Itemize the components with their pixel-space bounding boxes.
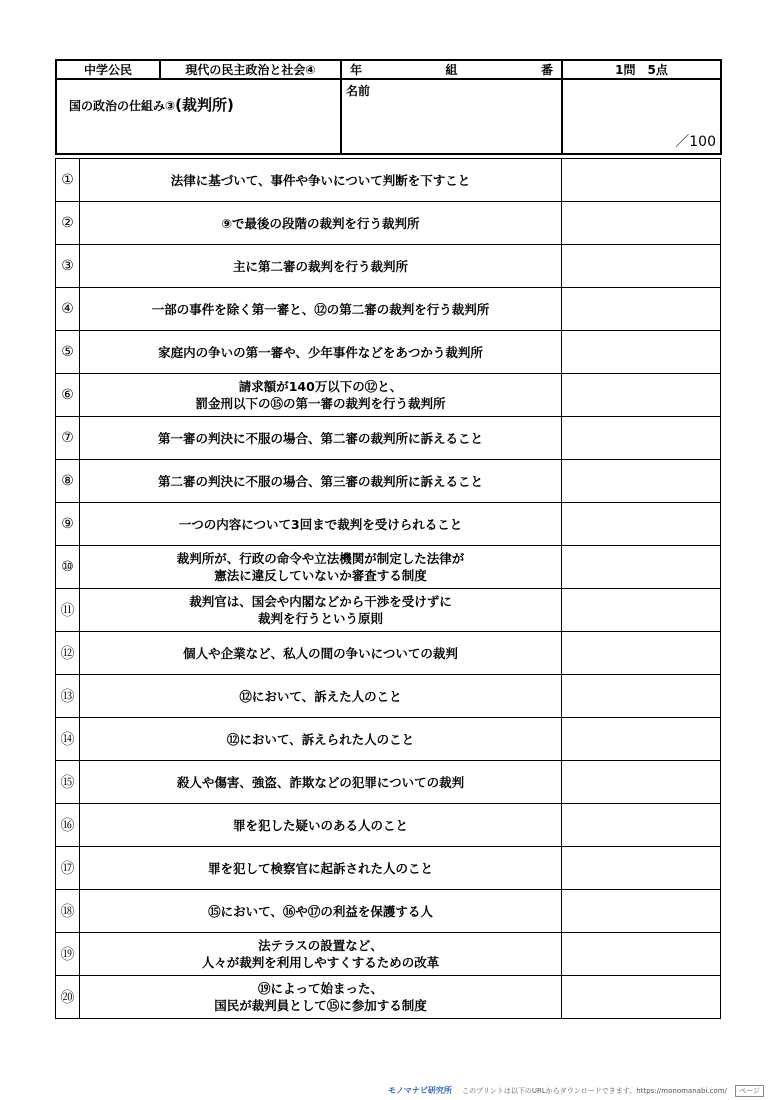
question-text (80, 890, 562, 933)
question-line: 法律に基づいて、事件や争いについて判断を下すこと (170, 172, 471, 188)
question-text (80, 245, 562, 288)
answer-field[interactable] (562, 761, 721, 804)
question-text (80, 675, 562, 718)
question-line: 裁判を行うという原則 (257, 611, 383, 626)
question-number: ⑮ (56, 761, 80, 804)
question-line: ⑲によって始まった、 (257, 981, 383, 996)
footer-note: このプリントは以下のURLからダウンロードできます。https://monomanabi.com/ (462, 1087, 727, 1095)
question-row (56, 589, 721, 632)
question-line: 主に第二審の裁判を行う裁判所 (232, 258, 408, 274)
answer-field[interactable] (562, 202, 721, 245)
title-sub: (裁判所) (175, 96, 234, 114)
question-text (80, 632, 562, 675)
question-number: ⑨ (56, 503, 80, 546)
answer-field[interactable] (562, 933, 721, 976)
question-line: 殺人や傷害、強盗、詐欺などの犯罪についての裁判 (176, 774, 465, 790)
question-line: 第二審の判決に不服の場合、第三審の裁判所に訴えること (157, 473, 483, 489)
score-label: ／100 (675, 134, 716, 150)
subject-label: 中学公民 (56, 60, 160, 79)
answer-field[interactable] (562, 632, 721, 675)
question-row (56, 331, 721, 374)
question-text (80, 202, 562, 245)
question-text (80, 460, 562, 503)
answer-field[interactable] (562, 847, 721, 890)
question-text (80, 976, 562, 1019)
question-number: ⑰ (56, 847, 80, 890)
question-row (56, 417, 721, 460)
question-line: 人々が裁判を利用しやすくするための改革 (201, 955, 440, 970)
class-number-label (341, 60, 562, 79)
class-label: 組 (445, 63, 458, 77)
question-line: 罪を犯した疑いのある人のこと (232, 817, 408, 833)
question-number: ① (56, 159, 80, 202)
question-text (80, 804, 562, 847)
question-number: ③ (56, 245, 80, 288)
question-row (56, 890, 721, 933)
question-number: ⑭ (56, 718, 80, 761)
title-main: 国の政治の仕組み③ (69, 99, 176, 113)
question-row (56, 159, 721, 202)
question-number: ⑯ (56, 804, 80, 847)
answer-field[interactable] (562, 804, 721, 847)
year-label: 年 (350, 63, 363, 77)
question-number: ⑩ (56, 546, 80, 589)
question-line: 請求額が140万以下の⑫と、 (238, 379, 403, 394)
question-line: 憲法に違反していないか審査する制度 (214, 568, 427, 583)
answer-field[interactable] (562, 503, 721, 546)
answer-field[interactable] (562, 589, 721, 632)
answer-field[interactable] (562, 890, 721, 933)
question-text (80, 546, 562, 589)
question-line: 国民が裁判員として⑮に参加する制度 (214, 998, 427, 1013)
footer (388, 1085, 764, 1097)
question-table (55, 158, 721, 1019)
question-row (56, 503, 721, 546)
question-line: 法テラスの設置など、 (258, 938, 383, 953)
question-row (56, 288, 721, 331)
question-line: 一部の事件を除く第一審と、⑫の第二審の裁判を行う裁判所 (151, 301, 490, 317)
question-line: ⑫において、訴えられた人のこと (226, 731, 415, 747)
question-row (56, 374, 721, 417)
question-line: 第一審の判決に不服の場合、第二審の裁判所に訴えること (157, 430, 483, 446)
points-label: 1問 5点 (562, 60, 721, 79)
question-row (56, 976, 721, 1019)
question-row (56, 460, 721, 503)
answer-field[interactable] (562, 374, 721, 417)
question-line: ⑫において、訴えた人のこと (239, 688, 402, 704)
question-number: ⑥ (56, 374, 80, 417)
question-line: 裁判所が、行政の命令や立法機関が制定した法律が (176, 551, 465, 566)
question-text (80, 761, 562, 804)
question-line: 罪を犯して検察官に起訴された人のこと (207, 860, 433, 876)
question-number: ⑦ (56, 417, 80, 460)
question-number: ⑤ (56, 331, 80, 374)
question-line: 家庭内の争いの第一審や、少年事件などをあつかう裁判所 (158, 344, 483, 360)
page-box: ページ (735, 1085, 764, 1097)
unit-label: 現代の民主政治と社会④ (160, 60, 341, 79)
question-text (80, 288, 562, 331)
question-text (80, 589, 562, 632)
number-label: 番 (540, 63, 553, 77)
answer-field[interactable] (562, 417, 721, 460)
question-row (56, 202, 721, 245)
worksheet-header (55, 59, 722, 155)
question-row (56, 847, 721, 890)
page-title (56, 79, 341, 154)
answer-field[interactable] (562, 245, 721, 288)
question-text (80, 847, 562, 890)
question-number: ⑱ (56, 890, 80, 933)
question-number: ⑪ (56, 589, 80, 632)
answer-field[interactable] (562, 546, 721, 589)
question-row (56, 675, 721, 718)
answer-field[interactable] (562, 675, 721, 718)
question-row (56, 933, 721, 976)
question-number: ④ (56, 288, 80, 331)
question-row (56, 546, 721, 589)
question-number: ⑲ (56, 933, 80, 976)
question-row (56, 718, 721, 761)
question-row (56, 245, 721, 288)
answer-field[interactable] (562, 331, 721, 374)
answer-field[interactable] (562, 976, 721, 1019)
question-row (56, 632, 721, 675)
question-text (80, 933, 562, 976)
question-text (80, 417, 562, 460)
question-row (56, 761, 721, 804)
answer-field[interactable] (562, 288, 721, 331)
question-text (80, 503, 562, 546)
question-text (80, 331, 562, 374)
score-box (562, 79, 721, 154)
question-line: ⑮において、⑯や⑰の利益を保護する人 (208, 903, 433, 919)
question-text (80, 718, 562, 761)
question-text (80, 374, 562, 417)
brand-logo: モノマナビ研究所 (388, 1086, 452, 1095)
question-line: 個人や企業など、私人の間の争いについての裁判 (183, 645, 458, 661)
question-text (80, 159, 562, 202)
answer-field[interactable] (562, 460, 721, 503)
question-line: 裁判官は、国会や内閣などから干渉を受けずに (189, 594, 452, 609)
question-number: ⑳ (56, 976, 80, 1019)
question-number: ⑧ (56, 460, 80, 503)
answer-field[interactable] (562, 159, 721, 202)
question-row (56, 804, 721, 847)
question-line: 罰金刑以下の⑮の第一審の裁判を行う裁判所 (195, 396, 446, 411)
question-line: ⑨で最後の段階の裁判を行う裁判所 (221, 215, 420, 231)
question-number: ② (56, 202, 80, 245)
question-line: 一つの内容について3回まで裁判を受けられること (178, 516, 463, 532)
answer-field[interactable] (562, 718, 721, 761)
question-number: ⑬ (56, 675, 80, 718)
name-field[interactable] (341, 79, 562, 154)
question-number: ⑫ (56, 632, 80, 675)
name-label: 名前 (346, 84, 371, 98)
